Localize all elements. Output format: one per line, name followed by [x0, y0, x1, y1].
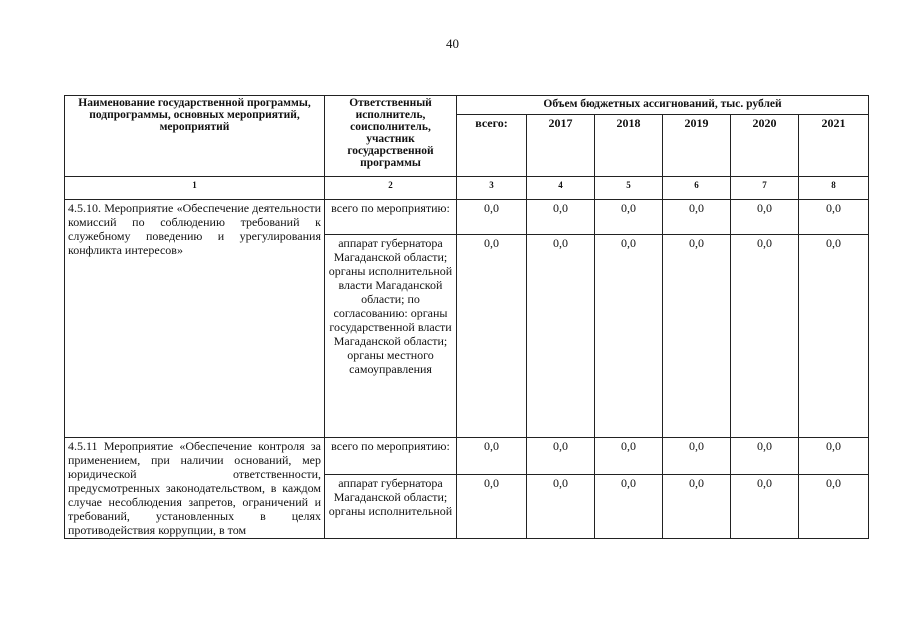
value-total: 0,0 [457, 474, 527, 538]
value-2020: 0,0 [731, 474, 799, 538]
responsible-cell: аппарат губернатора Магаданской области; органы исполнительной власти Магаданской области; по согласованию: органы государственной власти Магаданской области; органы местного самоуправления [325, 235, 457, 438]
header-year-2019: 2019 [663, 115, 731, 177]
activity-description: 4.5.10. Мероприятие «Обеспечение деятельности комиссий по соблюдению требований к служебному поведению и урегулирования конфликта интересов» [65, 200, 325, 438]
table-row [65, 200, 869, 235]
header-year-2018: 2018 [595, 115, 663, 177]
value-2019: 0,0 [663, 474, 731, 538]
responsible-cell: всего по мероприятию: [325, 200, 457, 235]
value-2019: 0,0 [663, 200, 731, 235]
column-number: 2 [325, 177, 457, 200]
header-program-name: Наименование государственной программы, подпрограммы, основных мероприятий, мероприятий [65, 96, 325, 177]
column-number: 1 [65, 177, 325, 200]
value-total: 0,0 [457, 235, 527, 438]
value-2017: 0,0 [527, 200, 595, 235]
column-number: 6 [663, 177, 731, 200]
value-2020: 0,0 [731, 200, 799, 235]
value-2018: 0,0 [595, 438, 663, 475]
page-number: 40 [446, 36, 459, 51]
responsible-cell: аппарат губернатора Магаданской области; органы исполнительной [325, 474, 457, 538]
value-total: 0,0 [457, 438, 527, 475]
value-2017: 0,0 [527, 235, 595, 438]
column-number: 7 [731, 177, 799, 200]
value-2019: 0,0 [663, 235, 731, 438]
responsible-cell: всего по мероприятию: [325, 438, 457, 475]
column-number-row [65, 177, 869, 200]
value-2018: 0,0 [595, 474, 663, 538]
header-budget-volume: Объем бюджетных ассигнований, тыс. рублей [457, 96, 869, 115]
column-number: 3 [457, 177, 527, 200]
value-2017: 0,0 [527, 474, 595, 538]
column-number: 5 [595, 177, 663, 200]
budget-table [64, 95, 869, 539]
value-2019: 0,0 [663, 438, 731, 475]
value-2021: 0,0 [799, 438, 869, 475]
value-2021: 0,0 [799, 235, 869, 438]
value-2018: 0,0 [595, 200, 663, 235]
column-number: 4 [527, 177, 595, 200]
value-2020: 0,0 [731, 438, 799, 475]
activity-description: 4.5.11 Мероприятие «Обеспечение контроля за применением, при наличии оснований, мер юридической ответственности, предусмотренных законодательством, в каждом случае несоблюдения запретов, ограничений и требований, установленных в целях противодействия коррупции, в том [65, 438, 325, 539]
value-total: 0,0 [457, 200, 527, 235]
value-2021: 0,0 [799, 200, 869, 235]
header-year-2020: 2020 [731, 115, 799, 177]
table-row [65, 438, 869, 475]
header-year-2021: 2021 [799, 115, 869, 177]
value-2021: 0,0 [799, 474, 869, 538]
header-total: всего: [457, 115, 527, 177]
value-2020: 0,0 [731, 235, 799, 438]
header-year-2017: 2017 [527, 115, 595, 177]
header-responsible: Ответственный исполнитель, соисполнитель, участник государственной программы [325, 96, 457, 177]
column-number: 8 [799, 177, 869, 200]
value-2018: 0,0 [595, 235, 663, 438]
value-2017: 0,0 [527, 438, 595, 475]
